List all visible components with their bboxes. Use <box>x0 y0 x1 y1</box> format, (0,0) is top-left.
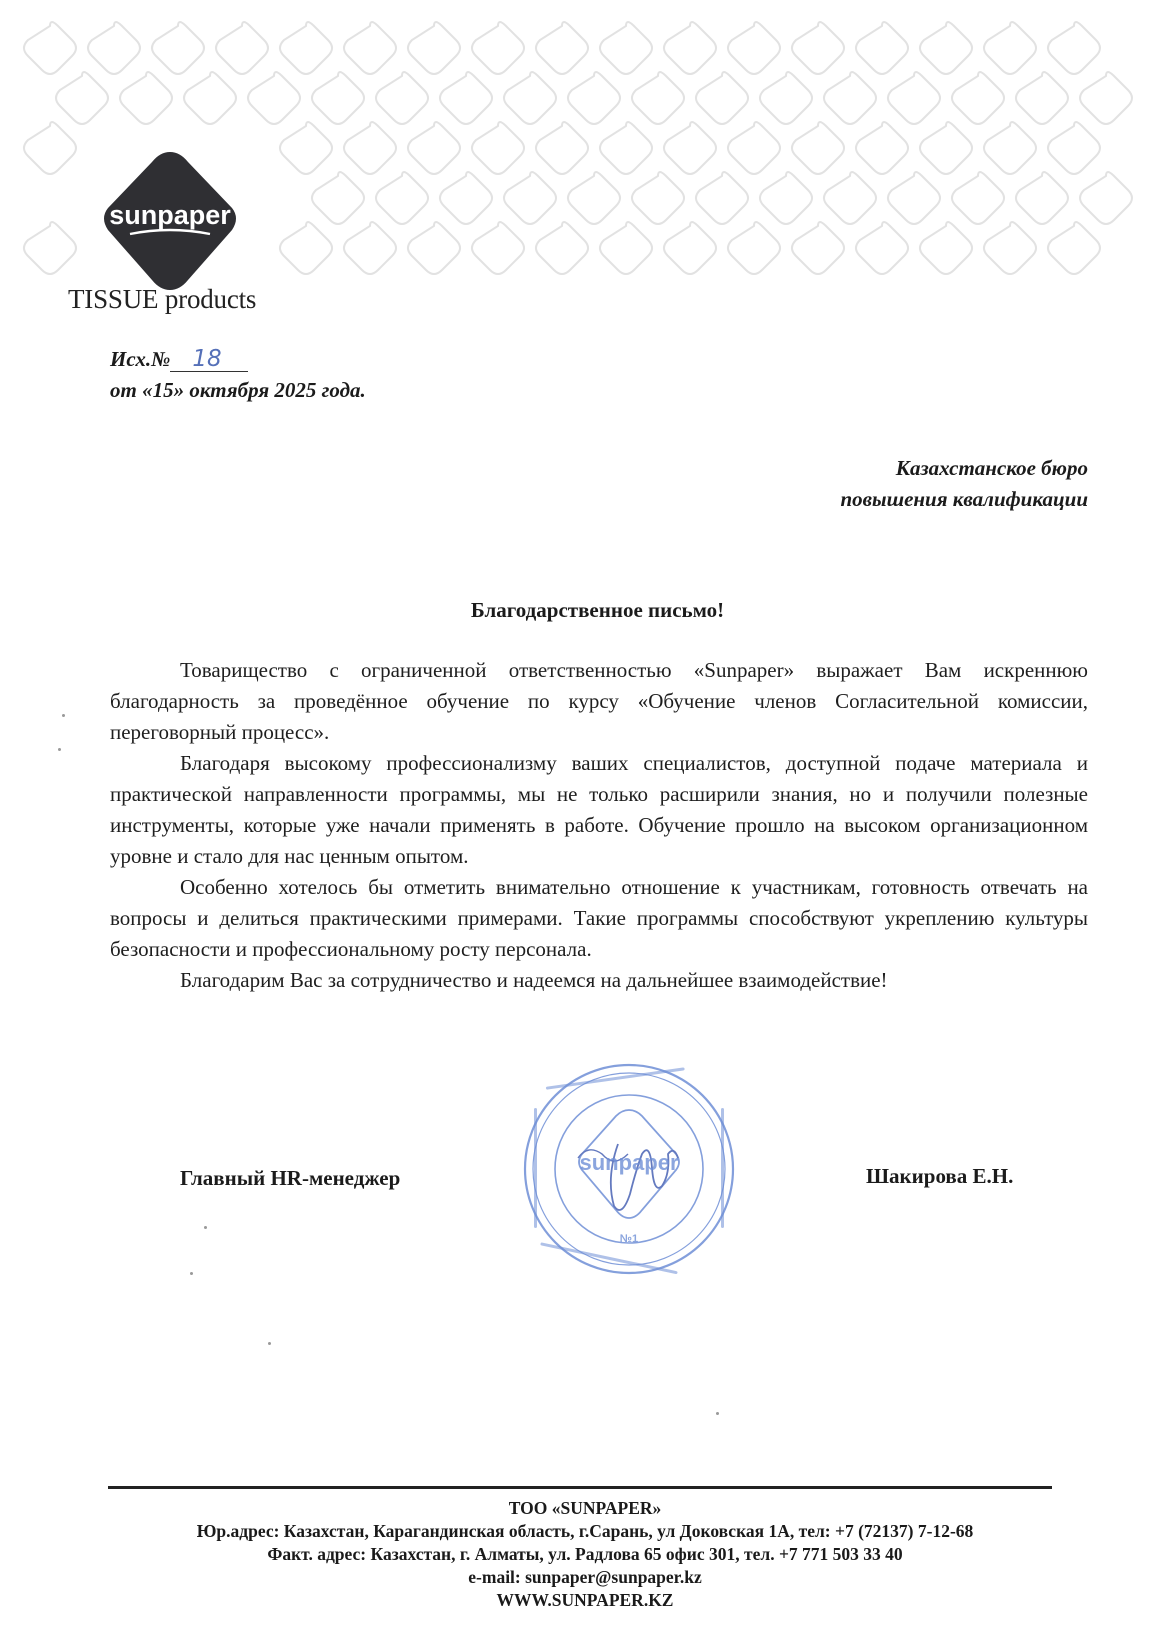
scan-speck <box>190 1272 193 1275</box>
pattern-diamond <box>728 22 780 74</box>
pattern-diamond <box>24 22 76 74</box>
outgoing-number-label: Исх.№ <box>110 347 171 371</box>
logo-wordmark: sunpaper <box>109 200 231 230</box>
pattern-diamond <box>984 22 1036 74</box>
pattern-diamond <box>344 122 396 174</box>
letter-date: от «15» октября 2025 года. <box>110 378 366 402</box>
pattern-diamond <box>344 22 396 74</box>
pattern-diamond <box>504 172 556 224</box>
footer-website: WWW.SUNPAPER.KZ <box>496 1590 674 1610</box>
footer-legal-address: Юр.адрес: Казахстан, Карагандинская область, г.Сарань, ул Доковская 1А, тел: +7 (72137) 7-12-68 <box>196 1521 974 1541</box>
pattern-diamond <box>408 222 460 274</box>
pattern-diamond <box>696 72 748 124</box>
pattern-diamond <box>536 222 588 274</box>
pattern-diamond <box>472 222 524 274</box>
pattern-diamond <box>184 72 236 124</box>
pattern-diamond <box>760 72 812 124</box>
pattern-diamond <box>536 122 588 174</box>
scan-speck <box>268 1342 271 1345</box>
pattern-diamond <box>1048 122 1100 174</box>
pattern-diamond <box>408 122 460 174</box>
pattern-diamond <box>472 22 524 74</box>
pattern-diamond <box>1080 172 1132 224</box>
pattern-diamond <box>1016 172 1068 224</box>
pattern-diamond <box>248 72 300 124</box>
pattern-diamond <box>24 122 76 174</box>
pattern-diamond <box>1048 22 1100 74</box>
footer-actual-address: Факт. адрес: Казахстан, г. Алматы, ул. Радлова 65 офис 301, тел. +7 771 503 33 40 <box>267 1544 903 1564</box>
pattern-diamond <box>920 222 972 274</box>
pattern-diamond <box>536 22 588 74</box>
pattern-diamond <box>56 72 108 124</box>
footer-email: e-mail: sunpaper@sunpaper.kz <box>468 1567 702 1587</box>
pattern-diamond <box>1016 72 1068 124</box>
body-paragraph: Товарищество с ограниченной ответственностью «Sunpaper» выражает Вам искреннюю благодарность за проведённое обучение по курсу «Обучение членов Согласительной комиссии, переговорный процесс». <box>110 658 1088 744</box>
pattern-diamond <box>984 122 1036 174</box>
footer-company: ТОО «SUNPAPER» <box>508 1498 662 1518</box>
letter-body <box>110 655 1088 996</box>
pattern-diamond <box>856 222 908 274</box>
stamp-number: №1 <box>619 1233 639 1245</box>
pattern-diamond <box>920 122 972 174</box>
pattern-diamond <box>792 122 844 174</box>
letterhead-footer <box>0 1497 1170 1612</box>
pattern-diamond <box>568 72 620 124</box>
body-paragraph: Благодаря высокому профессионализму ваших специалистов, доступной подаче материала и практической направленности программы, мы не только расширили знания, но и получили полезные инструменты, которые уже начали применять в работе. Обучение прошло на высоком организационном уровне и стало для нас ценным опытом. <box>110 751 1088 868</box>
pattern-diamond <box>792 22 844 74</box>
pattern-diamond <box>440 72 492 124</box>
pattern-diamond <box>984 222 1036 274</box>
pattern-diamond <box>440 172 492 224</box>
company-stamp <box>518 1058 740 1280</box>
pattern-diamond <box>856 22 908 74</box>
signer-name: Шакирова Е.Н. <box>866 1164 1014 1188</box>
scan-speck <box>58 748 61 751</box>
pattern-diamond <box>280 122 332 174</box>
pattern-diamond <box>728 222 780 274</box>
pattern-diamond <box>120 72 172 124</box>
outgoing-reference <box>110 344 366 406</box>
pattern-diamond <box>952 72 1004 124</box>
pattern-diamond <box>376 172 428 224</box>
pattern-diamond <box>920 22 972 74</box>
scan-speck <box>204 1226 207 1229</box>
outgoing-number-value: 18 <box>170 347 248 372</box>
pattern-diamond <box>280 22 332 74</box>
pattern-diamond <box>632 72 684 124</box>
recipient-line-2: повышения квалификации <box>840 487 1088 511</box>
stamp-brand: sunpaper <box>579 1150 679 1175</box>
pattern-diamond <box>504 72 556 124</box>
pattern-diamond <box>88 22 140 74</box>
recipient-line-1: Казахстанское бюро <box>895 456 1088 480</box>
pattern-diamond <box>376 72 428 124</box>
pattern-diamond <box>696 172 748 224</box>
pattern-diamond <box>312 172 364 224</box>
pattern-diamond <box>24 222 76 274</box>
pattern-diamond <box>888 72 940 124</box>
pattern-diamond <box>568 172 620 224</box>
outgoing-number-line <box>110 344 366 375</box>
pattern-diamond <box>664 22 716 74</box>
pattern-diamond <box>600 222 652 274</box>
pattern-diamond <box>600 122 652 174</box>
pattern-diamond <box>824 72 876 124</box>
pattern-diamond <box>280 222 332 274</box>
letter-title: Благодарственное письмо! <box>470 598 725 622</box>
pattern-diamond <box>1048 222 1100 274</box>
pattern-diamond <box>760 172 812 224</box>
body-paragraph: Особенно хотелось бы отметить внимательно отношение к участникам, готовность отвечать на вопросы и делиться практическими примерами. Такие программы способствуют укреплению культуры безопасности и профессиональному росту персонала. <box>110 875 1088 961</box>
pattern-diamond <box>824 172 876 224</box>
scan-speck <box>716 1412 719 1415</box>
body-paragraph: Благодарим Вас за сотрудничество и надеемся на дальнейшее взаимодействие! <box>180 968 888 992</box>
pattern-diamond <box>728 122 780 174</box>
pattern-diamond <box>792 222 844 274</box>
pattern-diamond <box>664 122 716 174</box>
pattern-diamond <box>888 172 940 224</box>
sunpaper-logo <box>96 148 244 296</box>
pattern-diamond <box>472 122 524 174</box>
scan-speck <box>62 714 65 717</box>
pattern-diamond <box>344 222 396 274</box>
pattern-diamond <box>312 72 364 124</box>
pattern-diamond <box>952 172 1004 224</box>
pattern-diamond <box>632 172 684 224</box>
pattern-diamond <box>856 122 908 174</box>
pattern-diamond <box>216 22 268 74</box>
pattern-diamond <box>600 22 652 74</box>
pattern-diamond <box>408 22 460 74</box>
footer-divider <box>108 1486 1052 1489</box>
recipient-block <box>840 453 1088 515</box>
signer-role: Главный HR-менеджер <box>180 1166 401 1190</box>
pattern-diamond <box>664 222 716 274</box>
company-tagline: TISSUE products <box>68 284 257 314</box>
pattern-diamond <box>152 22 204 74</box>
pattern-diamond <box>1080 72 1132 124</box>
